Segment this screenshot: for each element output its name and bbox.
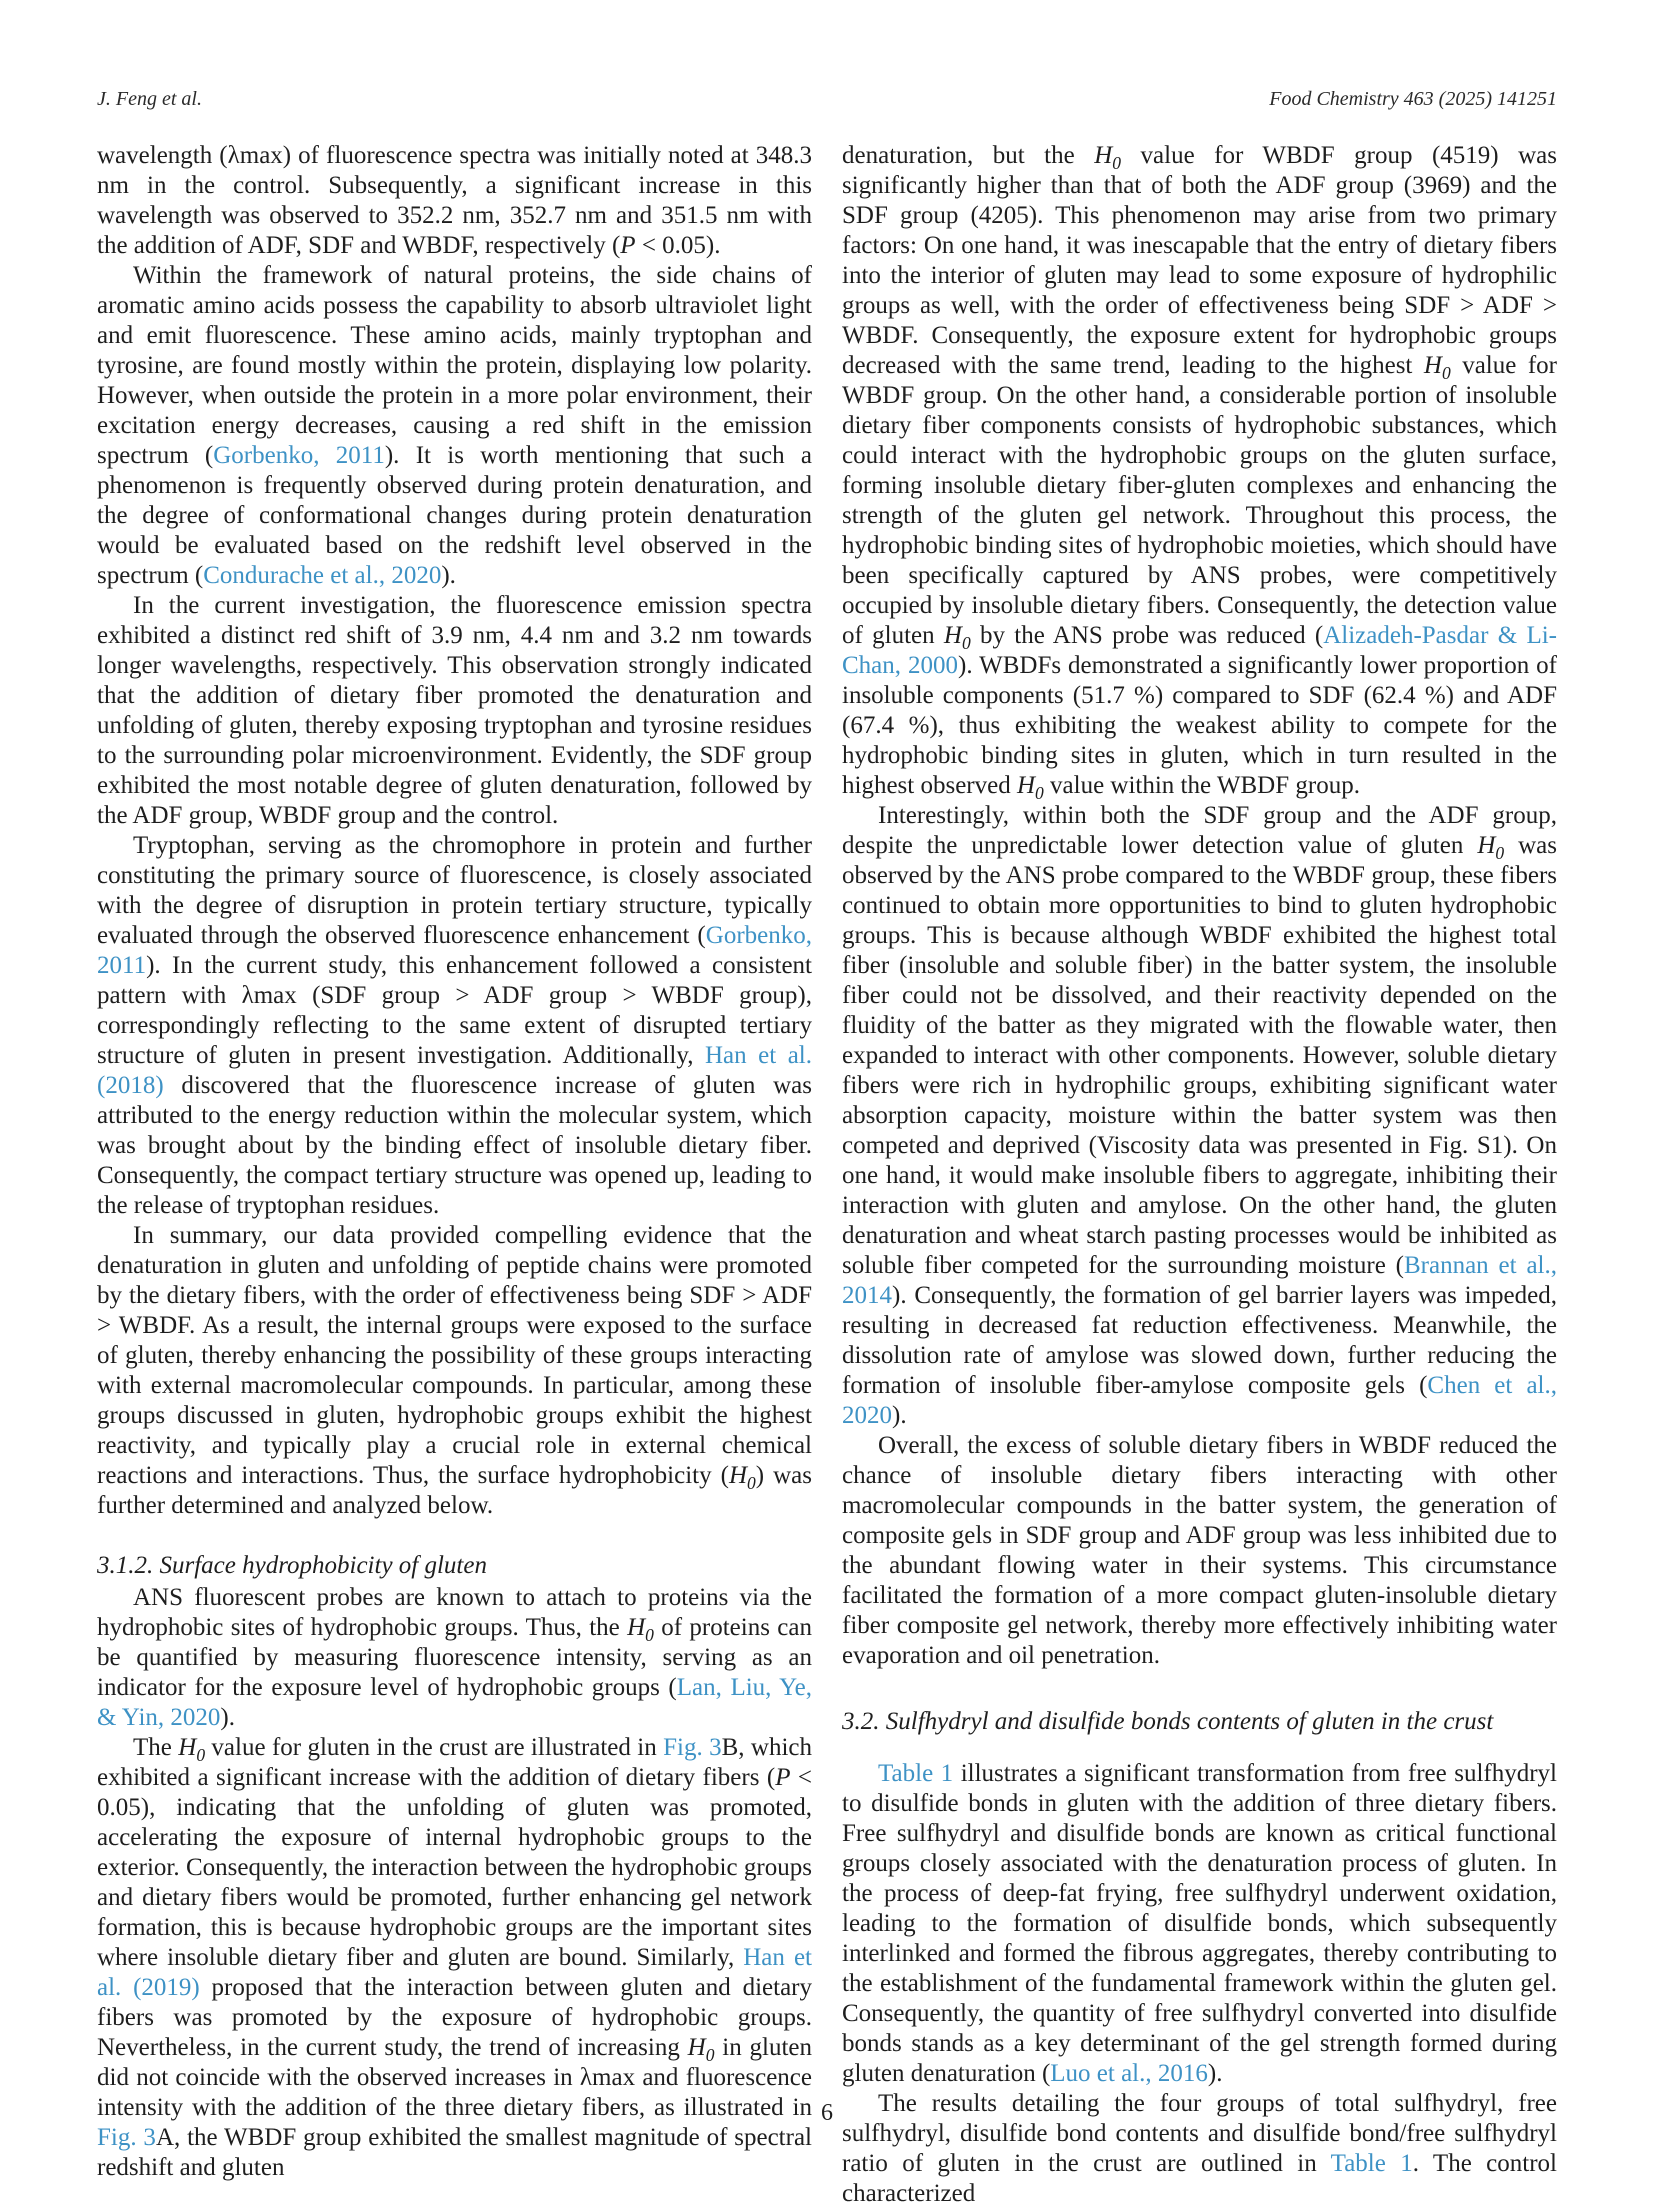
- italic-text: P: [620, 232, 636, 259]
- text-run: Interestingly, within both the SDF group and the ADF group, despite the unpredictable lower detection value of gluten: [842, 802, 1557, 859]
- section-heading: [842, 1707, 1557, 1737]
- paragraph: [842, 1759, 1557, 2089]
- italic-text: $H_0$: [943, 622, 971, 653]
- paragraph: [97, 1583, 812, 1733]
- text-run: The: [133, 1734, 179, 1761]
- paragraph: [842, 801, 1557, 1431]
- text-run: B, which exhibited a significant increase with the addition of dietary fibers (: [97, 1734, 812, 1791]
- italic-text: $H_0$: [178, 1734, 206, 1765]
- paragraph: [842, 1431, 1557, 1671]
- italic-text: $H_0$: [1016, 772, 1044, 803]
- italic-text: P: [775, 1764, 791, 1791]
- section-heading: [97, 1551, 812, 1581]
- text-run: < 0.05), indicating that the unfolding of gluten was promoted, accelerating the exposure of internal hydrophobic groups to the exterior. Consequently, the interaction between the hydrophobic groups and dietary fibers would be promoted, further enhancing gel network formation, this is because hydrophobic groups are the important sites where insoluble dietary fiber and gluten are bound. Similarly,: [97, 1764, 812, 1971]
- citation-link[interactable]: Gorbenko, 2011: [97, 922, 812, 979]
- citation-link[interactable]: Chen et al., 2020: [842, 1372, 1557, 1429]
- text-run: denaturation, but the: [842, 142, 1095, 169]
- text-run: value for WBDF group (4519) was significantly higher than that of both the ADF group (3969) and the SDF group (4205). This phenomenon may arise from two primary factors: On one hand, it was inescapable that the entry of dietary fibers into the interior of gluten may lead to some exposure of hydrophilic groups as well, with the order of effectiveness being SDF > ADF > WBDF. Consequently, the exposure extent for hydrophobic groups decreased with the same trend, leading to the highest: [842, 142, 1557, 379]
- paragraph: [97, 261, 812, 591]
- text-run: discovered that the fluorescence increase of gluten was attributed to the energy reduction within the molecular system, which was brought about by the binding effect of insoluble dietary fiber. Consequently, the compact tertiary structure was opened up, leading to the release of tryptophan residues.: [97, 1072, 812, 1219]
- text-run: ANS fluorescent probes are known to attach to proteins via the hydrophobic sites of hydrophobic groups. Thus, the: [97, 1584, 812, 1641]
- text-run: Within the framework of natural proteins, the side chains of aromatic amino acids possess the capability to absorb ultraviolet light and emit fluorescence. These amino acids, mainly tryptophan and tyrosine, are found mostly within the protein, displaying low polarity. However, when outside the protein in a more polar environment, their excitation energy decreases, causing a red shift in the emission spectrum (: [97, 262, 812, 469]
- text-run: by the ANS probe was reduced (: [970, 622, 1324, 649]
- citation-link[interactable]: Condurache et al., 2020: [203, 562, 442, 589]
- italic-text: 3.1.2. Surface hydrophobicity of gluten: [97, 1552, 487, 1579]
- italic-text: $H_0$: [1423, 352, 1451, 383]
- text-run: In summary, our data provided compelling evidence that the denaturation in gluten and unfolding of peptide chains were promoted by the dietary fibers, with the order of effectiveness being SDF > ADF > WBDF. As a result, the internal groups were exposed to the surface of gluten, thereby enhancing the possibility of these groups interacting with external macromolecular compounds. In particular, among these groups discussed in gluten, hydrophobic groups exhibit the highest reactivity, and typically play a crucial role in external chemical reactions and interactions. Thus, the surface hydrophobicity (: [97, 1222, 812, 1489]
- text-run: ).: [892, 1402, 907, 1429]
- text-run: ). It is worth mentioning that such a phenomenon is frequently observed during protein denaturation, and the degree of conformational changes during protein denaturation would be evaluated based on the redshift level observed in the spectrum (: [97, 442, 812, 589]
- text-run: < 0.05).: [635, 232, 721, 259]
- citation-link[interactable]: Luo et al., 2016: [1050, 2060, 1208, 2087]
- text-run: value within the WBDF group.: [1043, 772, 1360, 799]
- text-run: ). WBDFs demonstrated a significantly lower proportion of insoluble components (51.7 %) compared to SDF (62.4 %) and ADF (67.4 %), thus exhibiting the weakest ability to compete for the hydrophobic binding sites in gluten, which in turn resulted in the highest observed: [842, 652, 1558, 799]
- text-run: illustrates a significant transformation from free sulfhydryl to disulfide bonds in gluten with the addition of three dietary fibers. Free sulfhydryl and disulfide bonds are known as critical functional groups closely associated with the denaturation process of gluten. In the process of deep-fat frying, free sulfhydryl underwent oxidation, leading to the formation of disulfide bonds, which subsequently interlinked and formed the fibrous aggregates, thereby contributing to the establishment of the fundamental framework within the gluten gel. Consequently, the quantity of free sulfhydryl converted into disulfide bonds stands as a key determinant of the gel strength formed during gluten denaturation (: [842, 1760, 1557, 2087]
- citation-link[interactable]: Table 1: [1330, 2150, 1413, 2177]
- italic-text: $H_0$: [627, 1614, 654, 1645]
- paragraph: [842, 141, 1557, 801]
- text-run: of proteins can be quantified by measuring fluorescence intensity, serving as an indicator for the exposure level of hydrophobic groups (: [97, 1614, 812, 1701]
- text-run: ) was further determined and analyzed below.: [97, 1462, 812, 1519]
- text-run: proposed that the interaction between gluten and dietary fibers was promoted by the exposure of hydrophobic groups. Nevertheless, in the current study, the trend of increasing: [97, 1974, 812, 2061]
- column-left: [97, 141, 812, 2209]
- text-run: Overall, the excess of soluble dietary fibers in WBDF reduced the chance of insoluble dietary fibers interacting with other macromolecular compounds in the batter system, the generation of composite gels in SDF group and ADF group was less inhibited due to the abundant flowing water in their systems. This circumstance facilitated the formation of a more compact gluten-insoluble dietary fiber composite gel network, thereby more effectively inhibiting water evaporation and oil penetration.: [842, 1432, 1557, 1669]
- italic-text: $H_0$: [1094, 142, 1122, 173]
- text-run: ).: [1207, 2060, 1223, 2087]
- text-run: ). Consequently, the formation of gel barrier layers was impeded, resulting in decreased fat reduction effectiveness. Meanwhile, the dissolution rate of amylose was slowed down, further reducing the formation of insoluble fiber-amylose composite gels (: [842, 1282, 1557, 1399]
- header-authors: J. Feng et al.: [97, 88, 202, 110]
- running-header: [97, 88, 1557, 111]
- citation-link[interactable]: Lan, Liu, Ye, & Yin, 2020: [97, 1674, 813, 1731]
- citation-link[interactable]: Han et al. (2018): [97, 1042, 812, 1099]
- citation-link[interactable]: Brannan et al., 2014: [842, 1252, 1557, 1309]
- citation-link[interactable]: Alizadeh-Pasdar & Li-Chan, 2000: [842, 622, 1557, 679]
- paragraph: [97, 141, 812, 261]
- text-run: ). In the current study, this enhancement followed a consistent pattern with λmax (SDF group > ADF group > WBDF group), correspondingly reflecting to the same extent of disrupted tertiary structure of gluten in present investigation. Additionally,: [97, 952, 812, 1069]
- italic-text: $H_0$: [687, 2034, 715, 2065]
- paragraph: [97, 591, 812, 831]
- text-run: ).: [441, 562, 456, 589]
- text-run: was observed by the ANS probe compared to the WBDF group, these fibers continued to obtain more opportunities to bind to gluten hydrophobic groups. This is because although WBDF exhibited the highest total fiber (insoluble and soluble fiber) in the batter system, the insoluble fiber could not be dissolved, and their reactivity depended on the fluidity of the batter as they migrated with the flowable water, then expanded to interact with other components. However, soluble dietary fibers were rich in hydrophilic groups, exhibiting significant water absorption capacity, moisture within the batter system was then competed and deprived (Viscosity data was presented in Fig. S1). On one hand, it would make insoluble fibers to aggregate, inhibiting their interaction with gluten and amylose. On the other hand, the gluten denaturation and wheat starch pasting processes would be inhibited as soluble fiber competed for the surrounding moisture (: [842, 832, 1557, 1279]
- text-run: ).: [220, 1704, 235, 1731]
- column-right: [842, 141, 1557, 2209]
- text-run: . The control characterized: [842, 2150, 1557, 2207]
- text-run: In the current investigation, the fluorescence emission spectra exhibited a distinct red shift of 3.9 nm, 4.4 nm and 3.2 nm towards longer wavelengths, respectively. This observation strongly indicated that the addition of dietary fiber promoted the denaturation and unfolding of gluten, thereby exposing tryptophan and tyrosine residues to the surrounding polar microenvironment. Evidently, the SDF group exhibited the most notable degree of gluten denaturation, followed by the ADF group, WBDF group and the control.: [97, 592, 812, 829]
- text-run: value for gluten in the crust are illustrated in: [205, 1734, 664, 1761]
- citation-link[interactable]: Han et al. (2019): [97, 1944, 812, 2001]
- text-run: wavelength (λmax) of fluorescence spectra was initially noted at 348.3 nm in the control. Subsequently, a significant increase in this wavelength was observed to 352.2 nm, 352.7 nm and 351.5 nm with the addition of ADF, SDF and WBDF, respectively (: [97, 142, 812, 259]
- citation-link[interactable]: Table 1: [878, 1760, 954, 1787]
- text-run: Tryptophan, serving as the chromophore in protein and further constituting the primary source of fluorescence, is closely associated with the degree of disruption in protein tertiary structure, typically evaluated through the observed fluorescence enhancement (: [97, 832, 812, 949]
- text-run: The results detailing the four groups of total sulfhydryl, free sulfhydryl, disulfide bond contents and disulfide bond/free sulfhydryl ratio of gluten in the crust are outlined in: [842, 2090, 1557, 2177]
- text-run: value for WBDF group. On the other hand, a considerable portion of insoluble dietary fiber components consists of hydrophobic substances, which could interact with the hydrophobic groups on the gluten surface, forming insoluble dietary fiber-gluten complexes and enhancing the strength of the gluten gel network. Throughout this process, the hydrophobic binding sites of hydrophobic moieties, which should have been specifically captured by ANS probes, were competitively occupied by insoluble dietary fibers. Consequently, the detection value of gluten: [842, 352, 1557, 649]
- italic-text: 3.2. Sulfhydryl and disulfide bonds contents of gluten in the crust: [842, 1708, 1494, 1735]
- italic-text: $H_0$: [1477, 832, 1505, 863]
- citation-link[interactable]: Fig. 3: [663, 1734, 722, 1761]
- citation-link[interactable]: Gorbenko, 2011: [213, 442, 385, 469]
- paragraph: [97, 1221, 812, 1521]
- paragraph: [97, 831, 812, 1221]
- page-number: 6: [821, 2100, 833, 2126]
- italic-text: $H_0$: [728, 1462, 756, 1493]
- citation-link[interactable]: Fig. 3: [97, 2124, 156, 2151]
- text-run: A, the WBDF group exhibited the smallest magnitude of spectral redshift and gluten: [97, 2124, 812, 2181]
- text-run: in gluten did not coincide with the observed increases in λmax and fluorescence intensity with the addition of the three dietary fibers, as illustrated in: [97, 2034, 812, 2121]
- page-body: [97, 141, 1557, 2209]
- header-journal-citation: Food Chemistry 463 (2025) 141251: [1269, 88, 1557, 110]
